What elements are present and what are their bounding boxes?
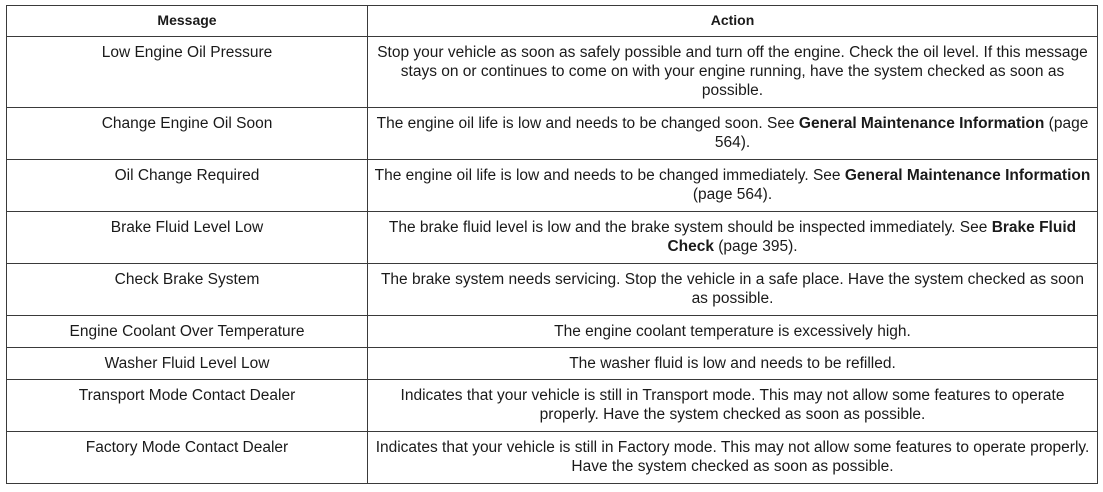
message-cell: Low Engine Oil Pressure: [7, 37, 368, 108]
column-header-action: Action: [368, 6, 1098, 37]
page-reference: (page 564).: [714, 115, 1089, 151]
table-row: [7, 212, 1098, 264]
action-cell: [368, 380, 1098, 432]
action-text: The brake system needs servicing. Stop the vehicle in a safe place. Have the system checked as soon as possible.: [380, 271, 1085, 307]
message-action-table: [6, 5, 1098, 484]
action-text: The engine oil life is low and needs to be changed immediately. See: [374, 167, 845, 184]
column-header-message: Message: [7, 6, 368, 37]
message-cell: Factory Mode Contact Dealer: [7, 432, 368, 484]
action-cell: [368, 108, 1098, 160]
action-text: Stop your vehicle as soon as safely possible and turn off the engine. Check the oil level. If this message stays on or continues to come on with your engine running, have the system checked as soon as possible.: [377, 44, 1088, 99]
cross-reference-link[interactable]: General Maintenance Information: [844, 167, 1091, 184]
message-cell: Transport Mode Contact Dealer: [7, 380, 368, 432]
table-header-row: [7, 6, 1098, 37]
action-cell: [368, 37, 1098, 108]
action-text: The engine coolant temperature is excessively high.: [554, 323, 911, 340]
page-reference: (page 395).: [713, 238, 798, 255]
cross-reference-link[interactable]: Brake Fluid Check: [667, 219, 1077, 255]
message-cell: Engine Coolant Over Temperature: [7, 316, 368, 348]
action-text: The washer fluid is low and needs to be refilled.: [569, 355, 896, 372]
table-row: [7, 160, 1098, 212]
message-cell: Washer Fluid Level Low: [7, 348, 368, 380]
table-row: [7, 108, 1098, 160]
table-row: [7, 264, 1098, 316]
cross-reference-link[interactable]: General Maintenance Information: [798, 115, 1045, 132]
action-cell: [368, 264, 1098, 316]
message-cell: Check Brake System: [7, 264, 368, 316]
table-row: [7, 348, 1098, 380]
message-cell: Change Engine Oil Soon: [7, 108, 368, 160]
page-reference: (page 564).: [692, 186, 773, 203]
message-table-container: [6, 5, 1097, 484]
action-text: The engine oil life is low and needs to be changed soon. See: [376, 115, 799, 132]
action-text: The brake fluid level is low and the brake system should be inspected immediately. See: [388, 219, 992, 236]
table-row: [7, 380, 1098, 432]
action-text: Indicates that your vehicle is still in Transport mode. This may not allow some features to operate properly. Have the system checked as soon as possible.: [400, 387, 1065, 423]
action-cell: [368, 432, 1098, 484]
action-cell: [368, 212, 1098, 264]
table-row: [7, 432, 1098, 484]
message-cell: Brake Fluid Level Low: [7, 212, 368, 264]
table-row: [7, 37, 1098, 108]
action-cell: [368, 316, 1098, 348]
action-text: Indicates that your vehicle is still in Factory mode. This may not allow some features to operate properly. Have the system checked as soon as possible.: [375, 439, 1090, 475]
action-cell: [368, 348, 1098, 380]
action-cell: [368, 160, 1098, 212]
table-row: [7, 316, 1098, 348]
message-cell: Oil Change Required: [7, 160, 368, 212]
